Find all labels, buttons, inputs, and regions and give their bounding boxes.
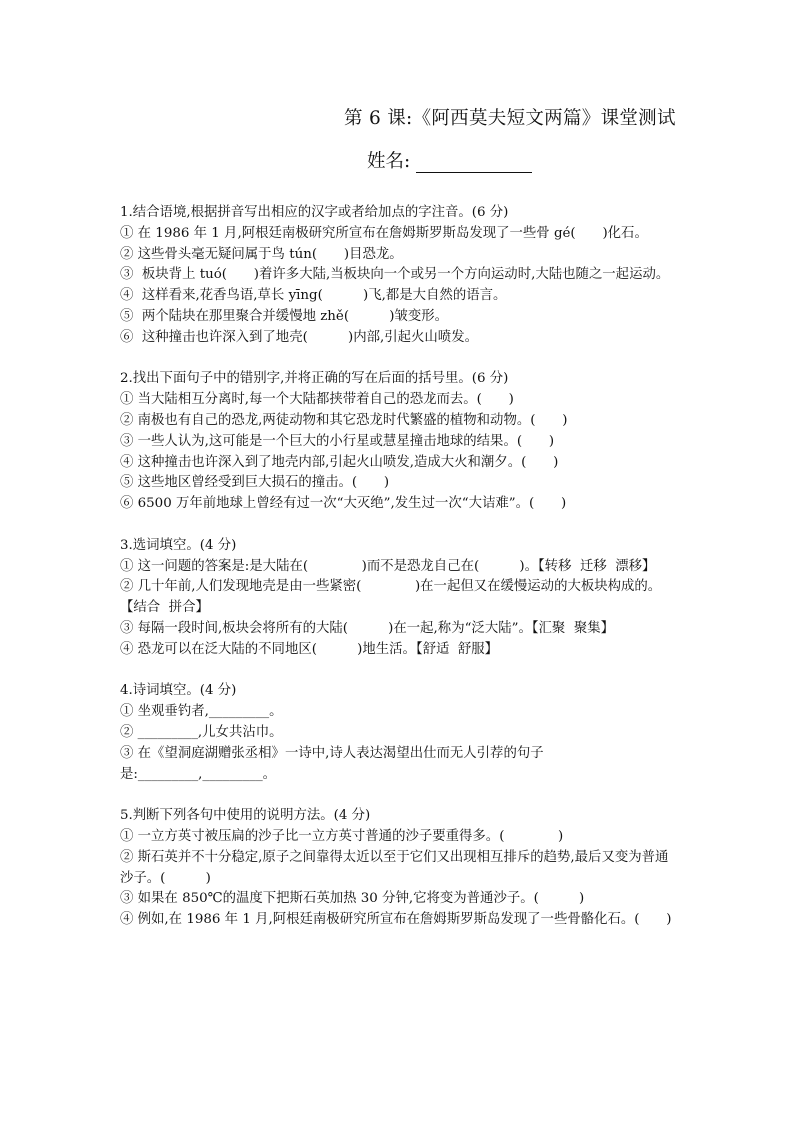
question-4-item-3: ③ 在《望洞庭湖赠张丞相》一诗中,诗人表达渴望出仕而无人引荐的句子是:_________,_________。 <box>120 745 544 782</box>
question-5-item-2: ② 斯石英并不十分稳定,原子之间靠得太近以至于它们又出现相互排斥的趋势,最后又变为普通沙子。( ) <box>120 849 669 886</box>
question-1-item-4: ④ 这样看来,花香鸟语,草长 yīng( )飞,都是大自然的语言。 <box>120 288 507 304</box>
question-2 <box>120 369 676 515</box>
question-3-item-2: ② 几十年前,人们发现地壳是由一些紧密( )在一起但又在缓慢运动的大板块构成的。【结合 拼合】 <box>120 579 662 616</box>
page-title: 第 6 课:《阿西莫夫短文两篇》课堂测试 <box>344 108 676 129</box>
questions <box>120 203 676 952</box>
question-3-item-4: ④ 恐龙可以在泛大陆的不同地区( )地生活。【舒适 舒服】 <box>120 641 499 657</box>
question-1 <box>120 203 676 349</box>
name-blank-line <box>416 154 532 173</box>
name-field <box>367 147 532 173</box>
question-3-item-3: ③ 每隔一段时间,板块会将所有的大陆( )在一起,称为“泛大陆”。【汇聚 聚集】 <box>120 620 615 636</box>
name-label: 姓名: <box>367 151 411 172</box>
question-4-item-1: ① 坐观垂钓者,_________。 <box>120 704 283 720</box>
question-1-item-3: ③ 板块背上 tuó( )着许多大陆,当板块向一个或另一个方向运动时,大陆也随之一起运动。 <box>120 267 670 283</box>
question-2-item-1: ① 当大陆相互分离时,每一个大陆都挟带着自己的恐龙而去。( ) <box>120 392 514 408</box>
question-4-title: 4.诗词填空。(4 分) <box>120 683 237 699</box>
question-1-item-5: ⑤ 两个陆块在那里聚合并缓慢地 zhě( )皱变形。 <box>120 308 449 324</box>
question-5-item-4: ④ 例如,在 1986 年 1 月,阿根廷南极研究所宣布在詹姆斯罗斯岛发现了一些骨骼化石。( ) <box>120 912 672 928</box>
question-2-item-3: ③ 一些人认为,这可能是一个巨大的小行星或慧星撞击地球的结果。( ) <box>120 433 555 449</box>
question-3-title: 3.选词填空。(4 分) <box>120 537 237 553</box>
question-1-item-6: ⑥ 这种撞击也许深入到了地壳( )内部,引起火山喷发。 <box>120 329 478 345</box>
question-2-item-5: ⑤ 这些地区曾经受到巨大损石的撞击。( ) <box>120 475 390 491</box>
question-3-item-1: ① 这一问题的答案是:是大陆在( )而不是恐龙自己在( )。【转移 迁移 漂移】 <box>120 558 656 574</box>
question-4-item-2: ② _________,儿女共沾巾。 <box>120 724 283 740</box>
question-5-item-3: ③ 如果在 850℃的温度下把斯石英加热 30 分钟,它将变为普通沙子。( ) <box>120 891 585 907</box>
question-2-item-2: ② 南极也有自己的恐龙,两徒动物和其它恐龙时代繁盛的植物和动物。( ) <box>120 412 568 428</box>
question-1-title: 1.结合语境,根据拼音写出相应的汉字或者给加点的字注音。(6 分) <box>120 205 509 220</box>
question-3 <box>120 536 676 661</box>
question-5-item-1: ① 一立方英寸被压扁的沙子比一立方英寸普通的沙子要重得多。( ) <box>120 828 564 844</box>
question-5 <box>120 806 676 931</box>
question-2-item-6: ⑥ 6500 万年前地球上曾经有过一次“大灭绝”,发生过一次“大诘难”。( ) <box>120 496 567 512</box>
question-4 <box>120 681 676 785</box>
question-2-item-4: ④ 这种撞击也许深入到了地壳内部,引起火山喷发,造成大火和潮夕。( ) <box>120 454 559 470</box>
question-5-title: 5.判断下列各句中使用的说明方法。(4 分) <box>120 808 371 824</box>
question-1-item-1: ① 在 1986 年 1 月,阿根廷南极研究所宣布在詹姆斯罗斯岛发现了一些骨 gé( )化石。 <box>120 225 648 241</box>
question-2-title: 2.找出下面句子中的错别字,并将正确的写在后面的括号里。(6 分) <box>120 371 509 387</box>
question-1-item-2: ② 这些骨头毫无疑问属于鸟 tún( )目恐龙。 <box>120 246 403 262</box>
